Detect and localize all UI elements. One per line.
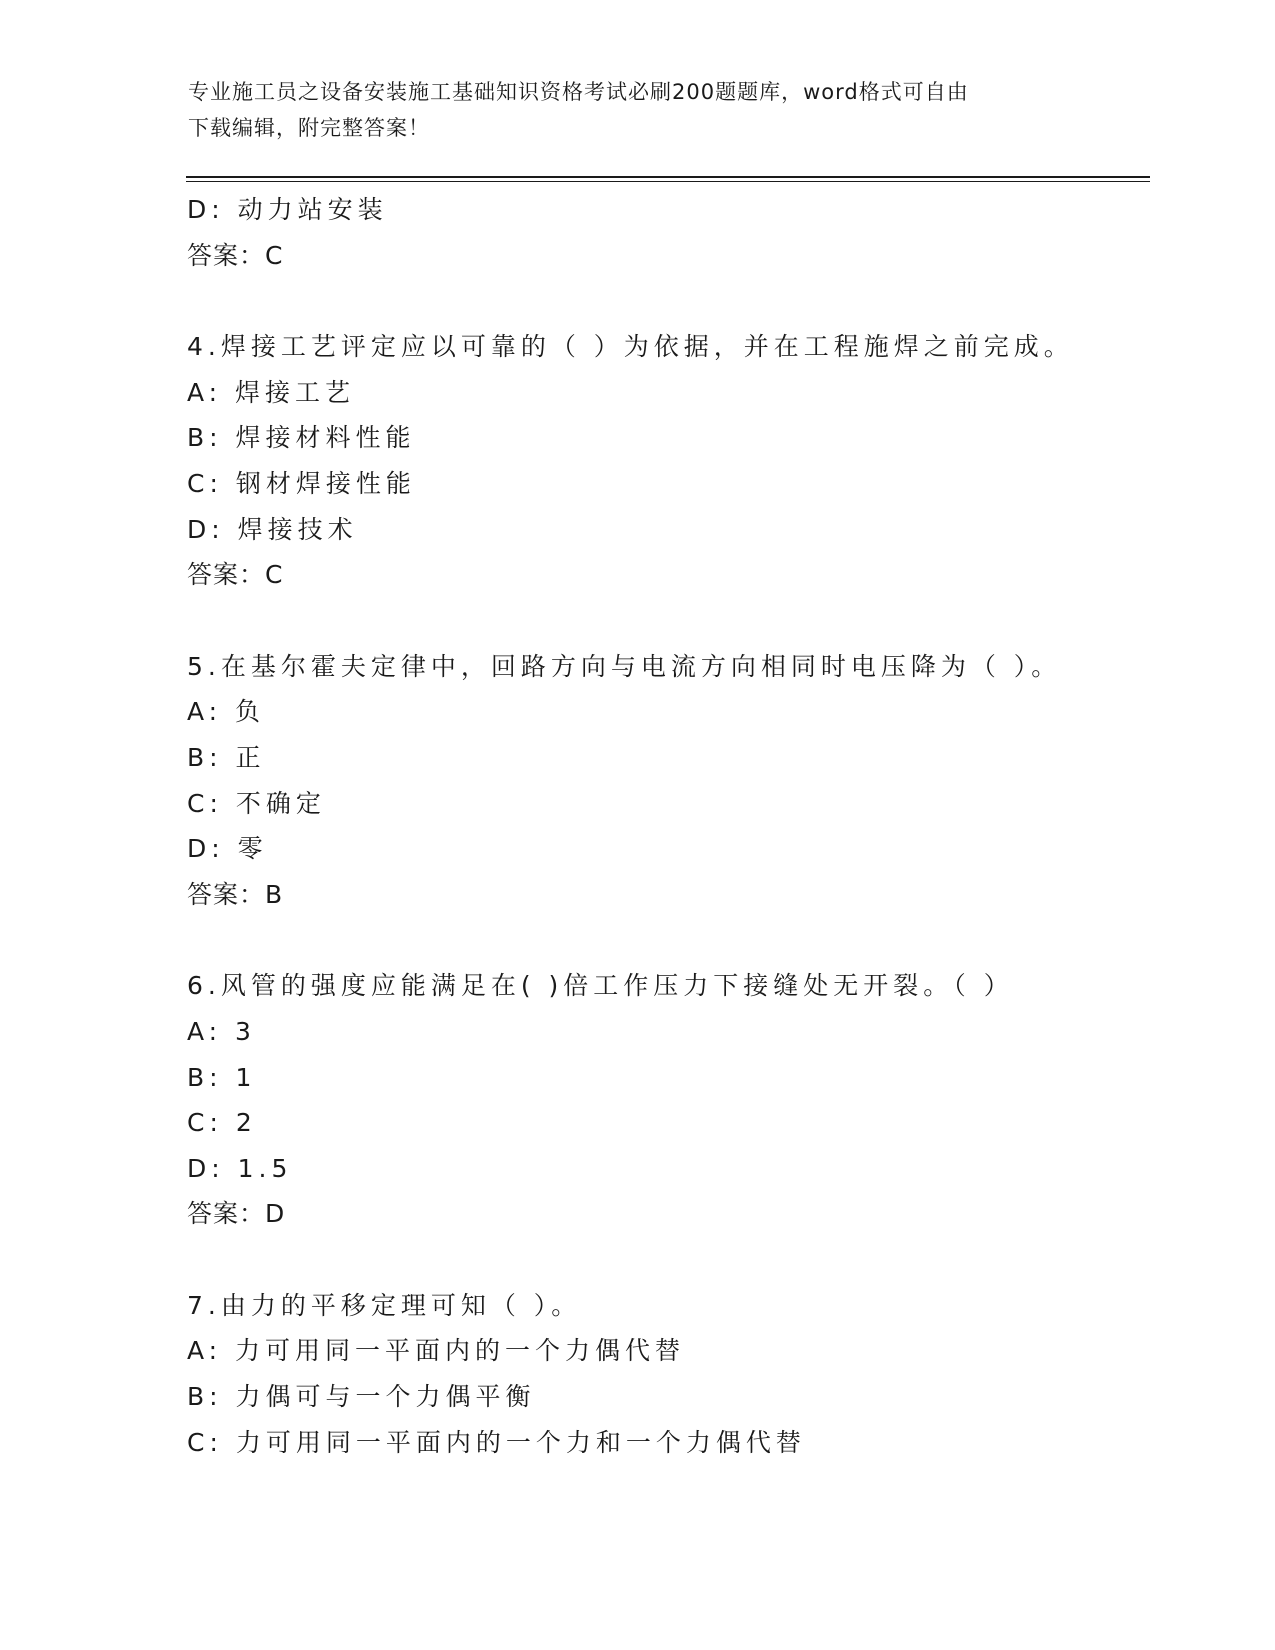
question-stem: 4.焊接工艺评定应以可靠的（ ）为依据，并在工程施焊之前完成。 bbox=[187, 332, 1074, 362]
question-stem: 5.在基尔霍夫定律中，回路方向与电流方向相同时电压降为（ ）。 bbox=[187, 651, 1062, 681]
question-stem: 7.由力的平移定理可知（ ）。 bbox=[187, 1290, 582, 1320]
header-divider-thick bbox=[186, 176, 1150, 178]
header-title-line-2: 下载编辑，附完整答案！ bbox=[188, 116, 430, 140]
option-c: C: 2 bbox=[187, 1108, 257, 1138]
header-divider-thin bbox=[186, 181, 1150, 182]
question-7 bbox=[187, 1283, 1147, 1465]
option-d: D: 零 bbox=[187, 834, 268, 864]
answer-line: 答案：C bbox=[187, 560, 284, 590]
spacer bbox=[187, 1237, 1147, 1283]
option-d: D: 动力站安装 bbox=[187, 195, 388, 224]
question-6 bbox=[187, 963, 1147, 1237]
question-list bbox=[187, 187, 1147, 1465]
option-c: C: 力可用同一平面内的一个力和一个力偶代替 bbox=[187, 1427, 806, 1457]
option-b: B: 正 bbox=[187, 742, 266, 772]
option-d: D: 1.5 bbox=[187, 1153, 293, 1183]
option-c: C: 钢材焊接性能 bbox=[187, 468, 416, 498]
answer-line: 答案：B bbox=[187, 879, 284, 909]
question-5 bbox=[187, 644, 1147, 918]
answer-line: 答案：D bbox=[187, 1199, 286, 1229]
option-b: B: 焊接材料性能 bbox=[187, 423, 416, 453]
spacer bbox=[187, 917, 1147, 963]
header-title-line-1: 专业施工员之设备安装施工基础知识资格考试必刷200题题库，word格式可自由 bbox=[188, 80, 969, 104]
question-4 bbox=[187, 324, 1147, 598]
document-header bbox=[188, 74, 1088, 146]
question-stem: 6.风管的强度应能满足在( )倍工作压力下接缝处无开裂。（ ） bbox=[187, 971, 1014, 1001]
option-b: B: 1 bbox=[187, 1062, 257, 1092]
option-b: B: 力偶可与一个力偶平衡 bbox=[187, 1382, 536, 1412]
option-a: A: 3 bbox=[187, 1016, 256, 1046]
option-d: D: 焊接技术 bbox=[187, 514, 358, 544]
option-a: A: 焊接工艺 bbox=[187, 377, 356, 407]
spacer bbox=[187, 598, 1147, 644]
option-a: A: 力可用同一平面内的一个力偶代替 bbox=[187, 1336, 686, 1366]
answer-line: 答案：C bbox=[187, 240, 284, 270]
question-fragment bbox=[187, 187, 1147, 278]
option-a: A: 负 bbox=[187, 697, 266, 727]
option-c: C: 不确定 bbox=[187, 788, 326, 818]
spacer bbox=[187, 278, 1147, 324]
